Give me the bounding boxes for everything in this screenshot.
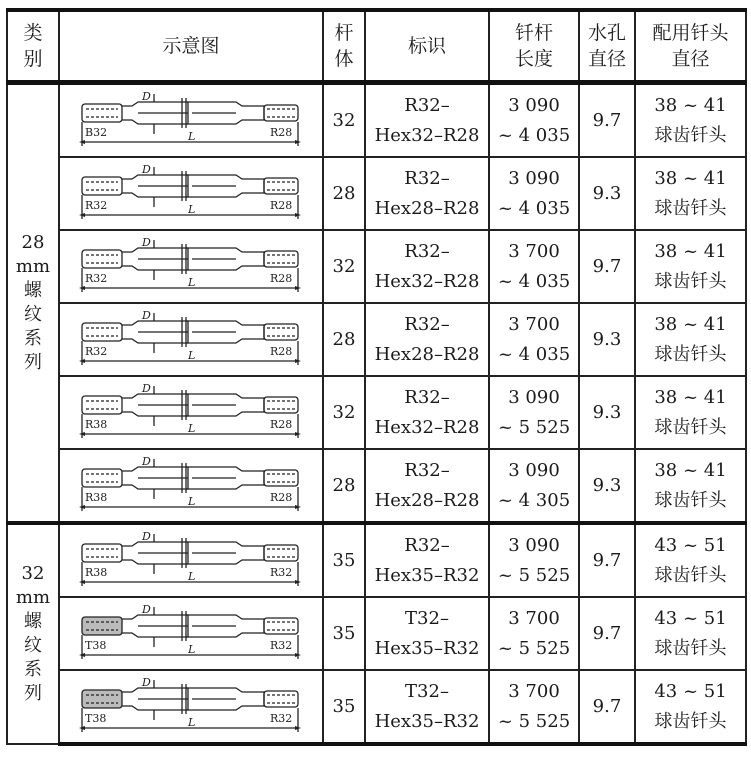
length-cell: 3 090 ~ 4 305: [489, 449, 579, 523]
diameter-symbol: D: [142, 162, 151, 176]
table-row: [7, 597, 746, 670]
drill-rod-diagram: [76, 382, 306, 444]
right-thread-label: R32: [270, 565, 293, 579]
length-symbol: L: [188, 494, 196, 508]
table-row: [7, 376, 746, 449]
right-thread-label: R28: [270, 198, 293, 212]
diameter-symbol: D: [142, 235, 151, 249]
bit-cell: 38 ~ 41 球齿钎头: [635, 449, 746, 523]
length-cell: 3 090 ~ 4 035: [489, 83, 579, 158]
hole-cell: 9.3: [579, 157, 635, 230]
diameter-symbol: D: [142, 675, 151, 689]
category-cell: 32 mm 螺 纹 系 列: [7, 523, 59, 744]
hole-cell: 9.3: [579, 449, 635, 523]
header-category: 类 别: [7, 10, 59, 83]
right-thread-label: R32: [270, 711, 293, 725]
diameter-symbol: D: [142, 89, 151, 103]
left-thread-label: R38: [85, 565, 108, 579]
header-hole: 水孔直径: [579, 10, 635, 83]
table-row: [7, 523, 746, 597]
right-thread-label: R28: [270, 417, 293, 431]
drill-rod-diagram: [76, 676, 306, 738]
right-thread-label: R32: [270, 638, 293, 652]
right-thread-label: R28: [270, 344, 293, 358]
diagram-cell: [59, 523, 323, 597]
mark-cell: R32– Hex35–R32: [365, 523, 489, 597]
bit-cell: 38 ~ 41 球齿钎头: [635, 83, 746, 158]
right-thread-label: R28: [270, 490, 293, 504]
hole-cell: 9.3: [579, 303, 635, 376]
category-cell: 28 mm 螺 纹 系 列: [7, 83, 59, 524]
table-row: [7, 230, 746, 303]
left-thread-label: R38: [85, 417, 108, 431]
length-cell: 3 090 ~ 5 525: [489, 523, 579, 597]
length-symbol: L: [188, 715, 196, 729]
table-row: [7, 303, 746, 376]
table-row: [7, 157, 746, 230]
diagram-cell: [59, 157, 323, 230]
shank-cell: 35: [323, 670, 365, 744]
right-thread-label: R28: [270, 271, 293, 285]
left-thread-label: B32: [85, 125, 108, 139]
length-cell: 3 090 ~ 5 525: [489, 376, 579, 449]
table-row: [7, 83, 746, 158]
hole-cell: 9.7: [579, 230, 635, 303]
left-thread-label: R38: [85, 490, 108, 504]
bit-cell: 43 ~ 51 球齿钎头: [635, 670, 746, 744]
header-row: [7, 10, 746, 83]
bit-cell: 38 ~ 41 球齿钎头: [635, 376, 746, 449]
header-diagram: 示意图: [59, 10, 323, 83]
drill-rod-diagram: [76, 90, 306, 152]
mark-cell: R32– Hex32–R28: [365, 83, 489, 158]
header-length: 钎杆长度: [489, 10, 579, 83]
diameter-symbol: D: [142, 454, 151, 468]
diagram-cell: [59, 449, 323, 523]
bit-cell: 38 ~ 41 球齿钎头: [635, 157, 746, 230]
drill-rod-diagram: [76, 163, 306, 225]
length-symbol: L: [188, 202, 196, 216]
length-cell: 3 700 ~ 4 035: [489, 303, 579, 376]
length-symbol: L: [188, 348, 196, 362]
table-row: [7, 670, 746, 744]
length-symbol: L: [188, 569, 196, 583]
drill-rod-diagram: [76, 603, 306, 665]
diagram-cell: [59, 376, 323, 449]
right-thread-label: R28: [270, 125, 293, 139]
bit-cell: 43 ~ 51 球齿钎头: [635, 523, 746, 597]
shank-cell: 28: [323, 303, 365, 376]
diameter-symbol: D: [142, 381, 151, 395]
mark-cell: T32– Hex35–R32: [365, 597, 489, 670]
diagram-cell: [59, 597, 323, 670]
mark-cell: R32– Hex32–R28: [365, 376, 489, 449]
diagram-cell: [59, 670, 323, 744]
hole-cell: 9.7: [579, 670, 635, 744]
diameter-symbol: D: [142, 529, 151, 543]
drill-rod-diagram: [76, 309, 306, 371]
drill-rod-diagram: [76, 236, 306, 298]
bit-cell: 38 ~ 41 球齿钎头: [635, 303, 746, 376]
shank-cell: 28: [323, 449, 365, 523]
shank-cell: 32: [323, 230, 365, 303]
diameter-symbol: D: [142, 602, 151, 616]
shank-cell: 35: [323, 597, 365, 670]
header-bit: 配用钎头 直径: [635, 10, 746, 83]
left-thread-label: T38: [85, 711, 107, 725]
length-symbol: L: [188, 129, 196, 143]
bit-cell: 43 ~ 51 球齿钎头: [635, 597, 746, 670]
hole-cell: 9.3: [579, 376, 635, 449]
drill-rod-diagram: [76, 455, 306, 517]
diagram-cell: [59, 83, 323, 158]
header-mark: 标识: [365, 10, 489, 83]
mark-cell: R32– Hex28–R28: [365, 157, 489, 230]
header-shank: 杆 体: [323, 10, 365, 83]
mark-cell: T32– Hex35–R32: [365, 670, 489, 744]
mark-cell: R32– Hex32–R28: [365, 230, 489, 303]
left-thread-label: T38: [85, 638, 107, 652]
length-cell: 3 090 ~ 4 035: [489, 157, 579, 230]
mark-cell: R32– Hex28–R28: [365, 449, 489, 523]
length-cell: 3 700 ~ 4 035: [489, 230, 579, 303]
left-thread-label: R32: [85, 344, 108, 358]
drill-rod-diagram: [76, 530, 306, 592]
shank-cell: 32: [323, 83, 365, 158]
shank-cell: 35: [323, 523, 365, 597]
drill-rod-spec-table: [6, 8, 747, 746]
left-thread-label: R32: [85, 271, 108, 285]
left-thread-label: R32: [85, 198, 108, 212]
bit-cell: 38 ~ 41 球齿钎头: [635, 230, 746, 303]
shank-cell: 28: [323, 157, 365, 230]
hole-cell: 9.7: [579, 83, 635, 158]
diagram-cell: [59, 303, 323, 376]
diagram-cell: [59, 230, 323, 303]
hole-cell: 9.7: [579, 597, 635, 670]
table-row: [7, 449, 746, 523]
length-cell: 3 700 ~ 5 525: [489, 670, 579, 744]
length-symbol: L: [188, 421, 196, 435]
length-symbol: L: [188, 642, 196, 656]
hole-cell: 9.7: [579, 523, 635, 597]
mark-cell: R32– Hex28–R28: [365, 303, 489, 376]
length-symbol: L: [188, 275, 196, 289]
shank-cell: 32: [323, 376, 365, 449]
length-cell: 3 700 ~ 5 525: [489, 597, 579, 670]
diameter-symbol: D: [142, 308, 151, 322]
